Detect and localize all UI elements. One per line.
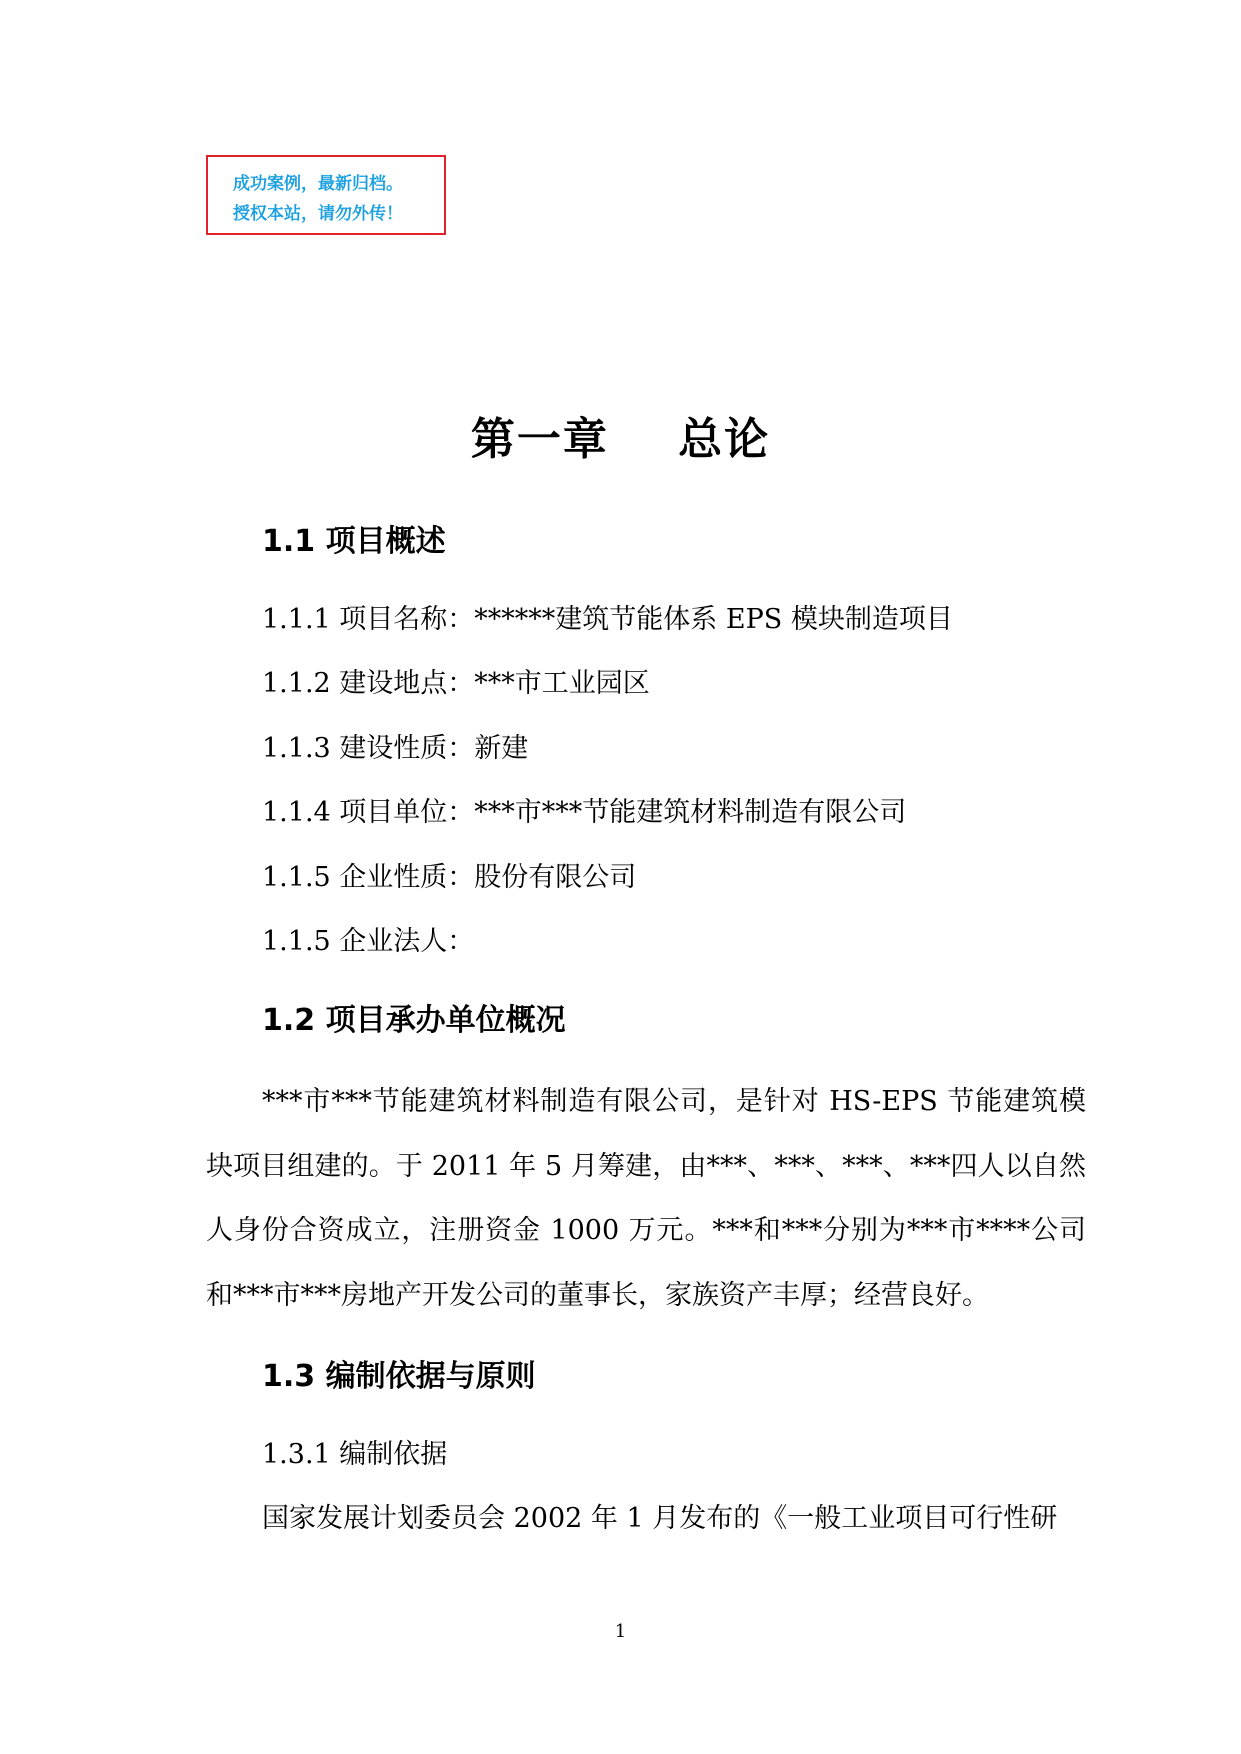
page-number: 1 <box>614 1621 627 1642</box>
section-heading-1-3: 1.3 编制依据与原则 <box>262 1359 536 1394</box>
stamp-line-2: 授权本站，请勿外传！ <box>233 204 403 224</box>
item-enterprise-nature: 1.1.5 企业性质：股份有限公司 <box>262 862 637 893</box>
item-project-unit: 1.1.4 项目单位：***市***节能建筑材料制造有限公司 <box>262 797 907 828</box>
section-heading-1-1: 1.1 项目概述 <box>262 524 446 559</box>
stamp-line-1: 成功案例，最新归档。 <box>233 174 403 194</box>
basis-paragraph: 国家发展计划委员会 2002 年 1 月发布的《一般工业项目可行性研 <box>262 1503 1058 1534</box>
item-construction-nature: 1.1.3 建设性质：新建 <box>262 733 529 764</box>
section-heading-1-2: 1.2 项目承办单位概况 <box>262 1003 566 1038</box>
item-construction-site: 1.1.2 建设地点：***市工业园区 <box>262 668 650 699</box>
subsection-heading-1-3-1: 1.3.1 编制依据 <box>262 1439 448 1470</box>
authorization-stamp <box>206 155 446 235</box>
item-project-name: 1.1.1 项目名称：******建筑节能体系 EPS 模块制造项目 <box>262 604 953 635</box>
company-overview-paragraph: ***市***节能建筑材料制造有限公司，是针对 HS-EPS 节能建筑模块项目组建的。于 2011 年 5 月筹建，由***、***、***、***四人以自然人身份合资成立，注册资金 1000 万元。***和***分别为***市****公司和***市***房地产开发公司的董事长，家族资产丰厚；经营良好。 <box>206 1086 1086 1311</box>
item-legal-person: 1.1.5 企业法人： <box>262 926 475 957</box>
chapter-title: 第一章 总论 <box>470 414 771 465</box>
